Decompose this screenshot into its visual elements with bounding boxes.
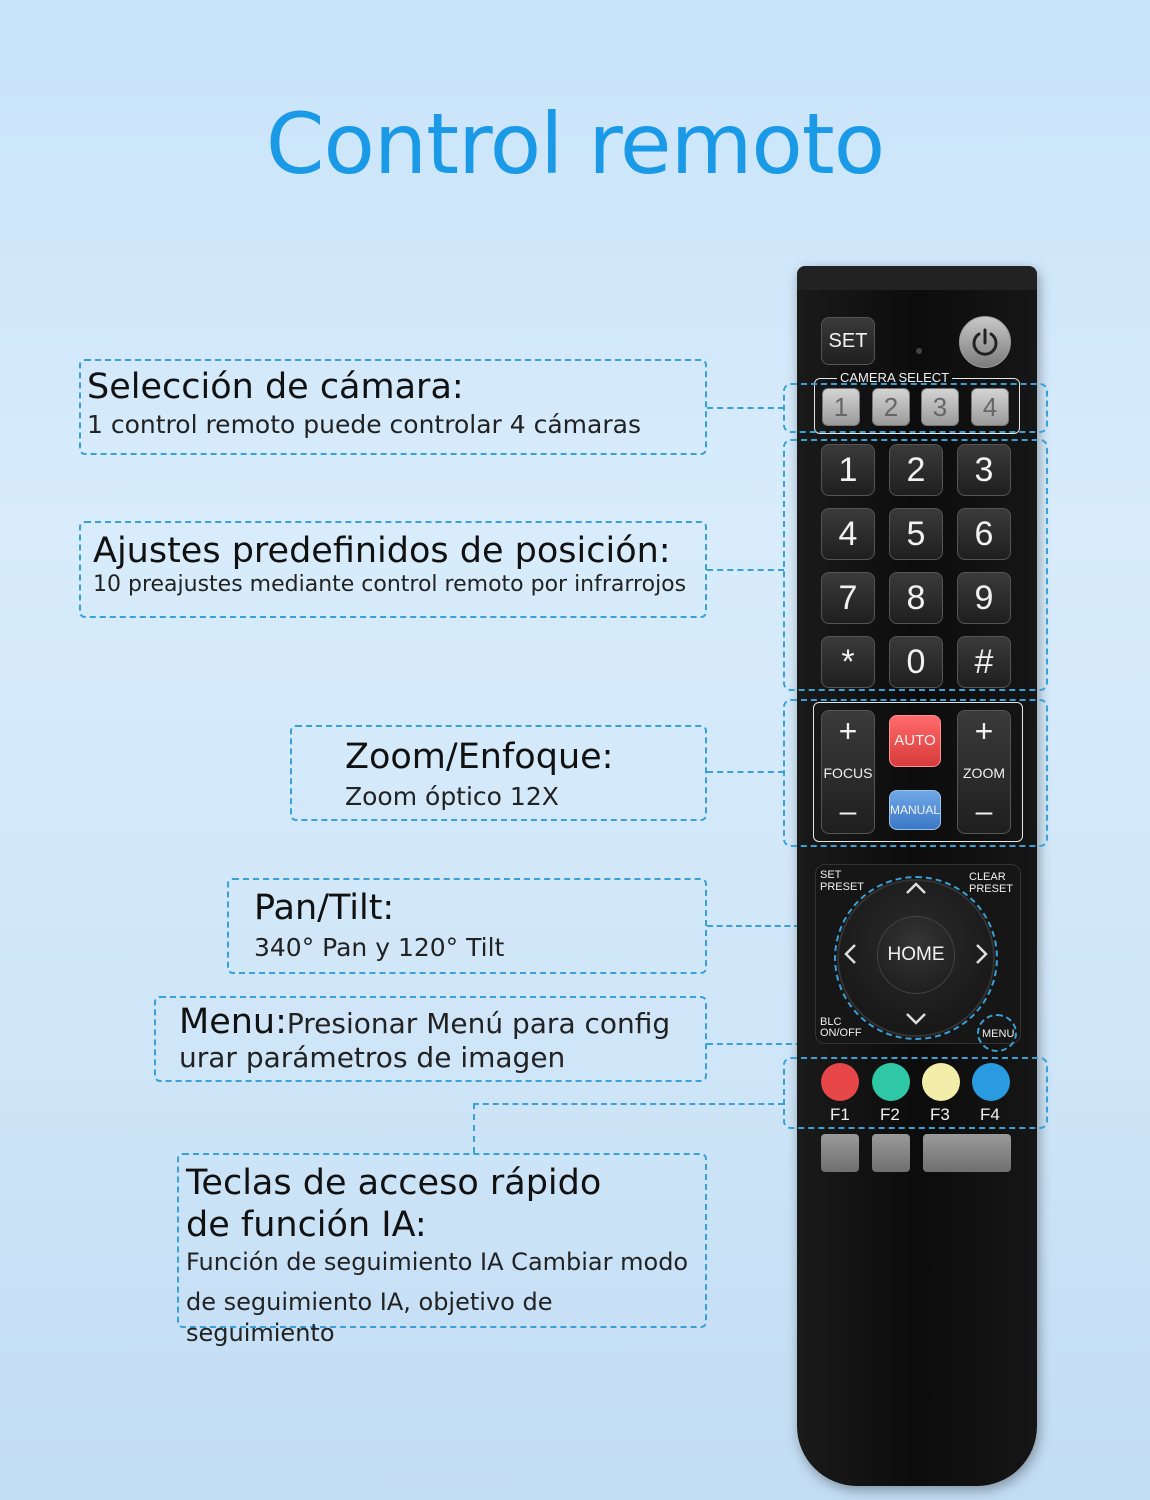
focus-label: FOCUS	[823, 765, 873, 781]
f3-label: F3	[930, 1105, 950, 1124]
home-button[interactable]	[877, 916, 955, 994]
keypad-8[interactable]: 8	[889, 572, 943, 624]
callout-menu-line1	[179, 1002, 670, 1042]
callout-presets-title: Ajustes predefinidos de posición:	[93, 531, 671, 571]
connector-pantilt	[707, 925, 800, 927]
callout-menu-title: Menu:	[179, 1002, 287, 1042]
keypad-hash[interactable]: #	[957, 636, 1011, 688]
set-button[interactable]: SET	[821, 317, 875, 365]
callout-zoom-sub: Zoom óptico 12X	[345, 782, 559, 811]
callout-camera-sub: 1 control remoto puede controlar 4 cámaras	[87, 410, 641, 439]
callout-ai-title-line2: de función IA:	[186, 1205, 427, 1245]
callout-ai-sub-line2: de seguimiento IA, objetivo de seguimiento	[186, 1288, 553, 1348]
connector-ai-vertical	[473, 1103, 475, 1153]
zoom-label: ZOOM	[963, 765, 1005, 781]
callout-zoom	[290, 725, 707, 821]
chevron-up-icon[interactable]	[904, 881, 928, 895]
keypad-0[interactable]: 0	[889, 636, 943, 688]
keypad-2[interactable]: 2	[889, 444, 943, 496]
set-preset-label-2[interactable]: PRESET	[820, 881, 865, 893]
callout-ai-keys	[177, 1153, 707, 1348]
manual-focus-button[interactable]: MANUAL	[889, 790, 941, 830]
callout-ai-sub-line1: Función de seguimiento IA Cambiar modo	[186, 1248, 689, 1276]
f4-label: F4	[980, 1105, 1000, 1124]
keypad-5[interactable]: 5	[889, 508, 943, 560]
blc-label-2[interactable]: ON/OFF	[820, 1027, 862, 1039]
callout-ai-title-line1: Teclas de acceso rápido	[186, 1163, 602, 1203]
camera-button-1[interactable]: 1	[822, 388, 860, 426]
keypad-7[interactable]: 7	[821, 572, 875, 624]
connector-ai-horizontal	[473, 1103, 784, 1105]
keypad-1[interactable]: 1	[821, 444, 875, 496]
keypad-highlight	[783, 439, 1048, 691]
connector-presets	[707, 569, 784, 571]
keypad-4[interactable]: 4	[821, 508, 875, 560]
keypad-3[interactable]: 3	[957, 444, 1011, 496]
camera-button-2[interactable]: 2	[872, 388, 910, 426]
callout-camera-select	[79, 359, 707, 455]
focus-minus[interactable]: –	[839, 795, 857, 828]
keypad-star[interactable]: *	[821, 636, 875, 688]
camera-select-label: CAMERA SELECT	[837, 370, 952, 385]
clear-preset-label-2[interactable]: PRESET	[969, 883, 1014, 895]
f2-label: F2	[880, 1105, 900, 1124]
power-button[interactable]	[959, 316, 1011, 368]
callout-menu-sub-inline: Presionar Menú para config	[286, 1007, 671, 1040]
callout-zoom-title: Zoom/Enfoque:	[345, 737, 614, 777]
connector-camera	[707, 407, 784, 409]
gray-key-1[interactable]	[821, 1134, 859, 1172]
callout-camera-title: Selección de cámara:	[87, 367, 464, 407]
gray-key-2[interactable]	[872, 1134, 910, 1172]
focus-plus[interactable]: +	[838, 713, 858, 749]
keypad-6[interactable]: 6	[957, 508, 1011, 560]
set-preset-label-1: SET	[820, 869, 842, 881]
callout-pantilt-title: Pan/Tilt:	[254, 888, 395, 928]
chevron-down-icon[interactable]	[904, 1012, 928, 1026]
blc-label-1: BLC	[820, 1016, 842, 1028]
f1-label: F1	[830, 1105, 850, 1124]
page-title: Control remoto	[265, 95, 885, 193]
camera-button-3[interactable]: 3	[921, 388, 959, 426]
connector-zoom	[707, 771, 784, 773]
chevron-left-icon[interactable]	[843, 942, 857, 966]
gray-key-wide[interactable]	[923, 1134, 1011, 1172]
f-keys-highlight	[783, 1057, 1048, 1129]
menu-button[interactable]: MENU	[982, 1028, 1015, 1040]
callout-pantilt	[227, 878, 707, 974]
callout-presets	[79, 521, 707, 618]
ir-led	[916, 348, 922, 354]
zoom-plus[interactable]: +	[974, 713, 994, 749]
keypad-9[interactable]: 9	[957, 572, 1011, 624]
camera-select-highlight	[783, 383, 1048, 433]
camera-button-4[interactable]: 4	[971, 388, 1009, 426]
zoom-focus-highlight	[783, 699, 1048, 847]
remote-top-edge	[797, 266, 1037, 290]
clear-preset-label-1: CLEAR	[969, 871, 1006, 883]
power-icon	[960, 317, 1010, 367]
home-label: HOME	[887, 944, 945, 965]
zoom-minus[interactable]: –	[975, 795, 993, 828]
auto-focus-button[interactable]: AUTO	[889, 715, 941, 767]
callout-pantilt-sub: 340° Pan y 120° Tilt	[254, 933, 505, 962]
callout-menu-sub-line2: urar parámetros de imagen	[179, 1041, 566, 1074]
callout-presets-sub: 10 preajustes mediante control remoto por infrarrojos	[93, 572, 687, 597]
chevron-right-icon[interactable]	[975, 942, 989, 966]
callout-menu	[154, 996, 707, 1082]
